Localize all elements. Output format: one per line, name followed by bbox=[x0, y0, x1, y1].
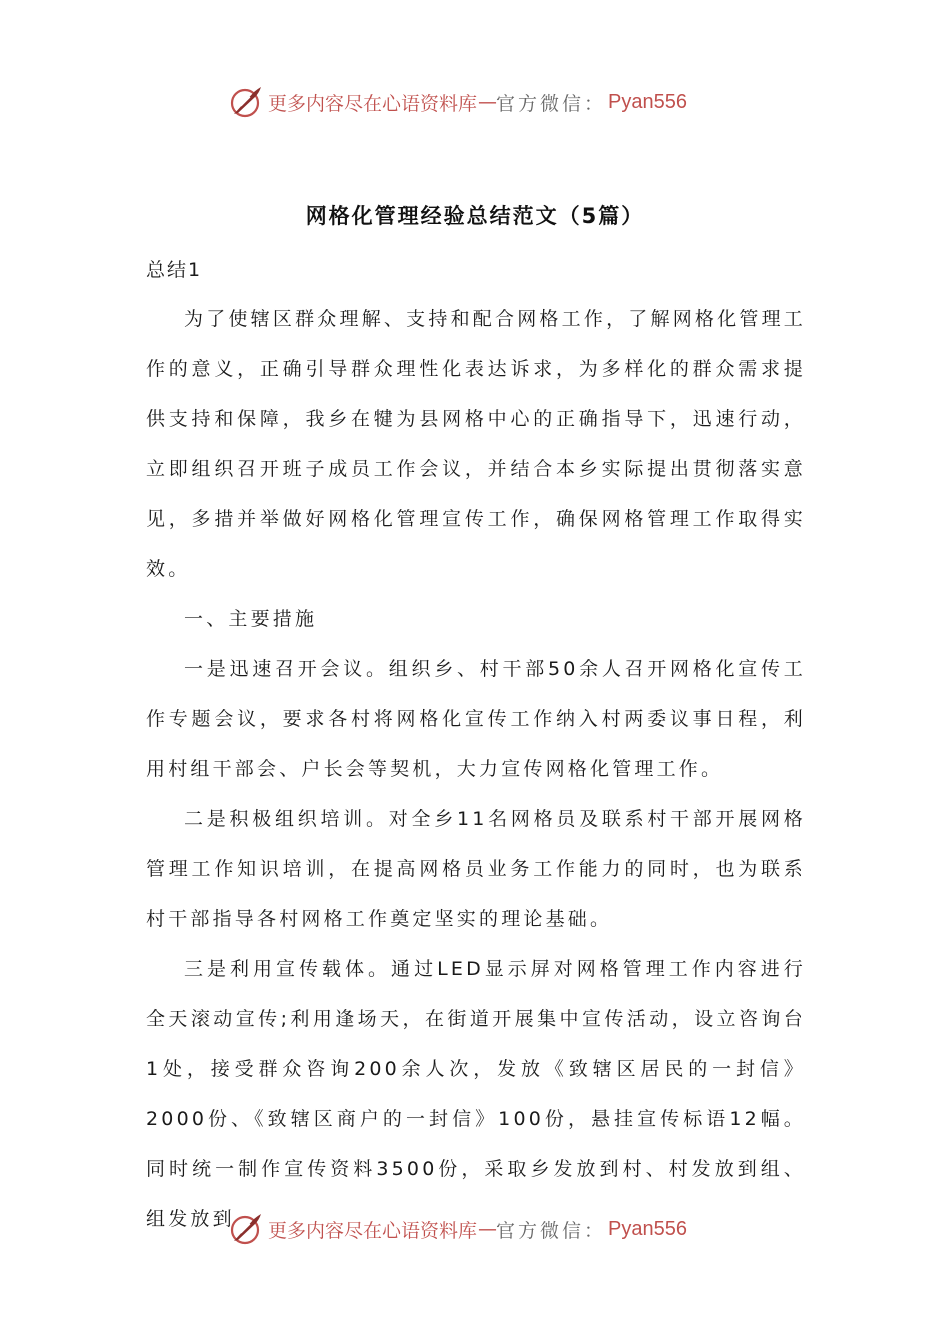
watermark-site-text: 更多内容尽在心语资料库 bbox=[268, 1219, 478, 1242]
watermark-wechat-id: Pyan556 bbox=[608, 1217, 687, 1240]
watermark-banner-top bbox=[228, 82, 687, 122]
document-title: 网格化管理经验总结范文（5篇） bbox=[305, 204, 645, 228]
watermark-site-text: 更多内容尽在心语资料库 bbox=[268, 92, 478, 115]
paragraph-measure-2: 二是积极组织培训。对全乡11名网格员及联系村干部开展网格管理工作知识培训，在提高网格员业务工作能力的同时，也为联系村干部指导各村网格工作奠定坚实的理论基础。 bbox=[146, 808, 806, 930]
watermark-banner-bottom bbox=[228, 1209, 687, 1249]
watermark-official-label: 官方微信： bbox=[496, 1219, 607, 1242]
paragraph-measure-1: 一是迅速召开会议。组织乡、村干部50余人召开网格化宣传工作专题会议，要求各村将网格化宣传工作纳入村两委议事日程，利用村组干部会、户长会等契机，大力宣传网格化管理工作。 bbox=[146, 658, 806, 780]
paragraph-measure-3: 三是利用宣传载体。通过LED显示屏对网格管理工作内容进行全天滚动宣传;利用逢场天，在街道开展集中宣传活动，设立咨询台1处，接受群众咨询200余人次，发放《致辖区居民的一封信》2000份、《致辖区商户的一封信》100份，悬挂宣传标语12幅。同时统一制作宣传资料3500份，采取乡发放到村、村发放到组、组发放到 bbox=[146, 958, 806, 1230]
quill-logo-icon bbox=[228, 1211, 264, 1247]
watermark-wechat-id: Pyan556 bbox=[608, 90, 687, 113]
paragraph-intro: 为了使辖区群众理解、支持和配合网格工作，了解网格化管理工作的意义，正确引导群众理性化表达诉求，为多样化的群众需求提供支持和保障，我乡在犍为县网格中心的正确指导下，迅速行动，立即组织召开班子成员工作会议，并结合本乡实际提出贯彻落实意见，多措并举做好网格化管理宣传工作，确保网格管理工作取得实效。 bbox=[146, 308, 806, 580]
watermark-dash: — bbox=[478, 91, 496, 113]
section-heading: 总结1 bbox=[146, 259, 203, 281]
watermark-official-label: 官方微信： bbox=[496, 92, 607, 115]
document-body bbox=[146, 294, 806, 1244]
watermark-dash: — bbox=[478, 1218, 496, 1240]
quill-logo-icon bbox=[228, 84, 264, 120]
paragraph-heading-measures: 一、主要措施 bbox=[184, 608, 318, 630]
